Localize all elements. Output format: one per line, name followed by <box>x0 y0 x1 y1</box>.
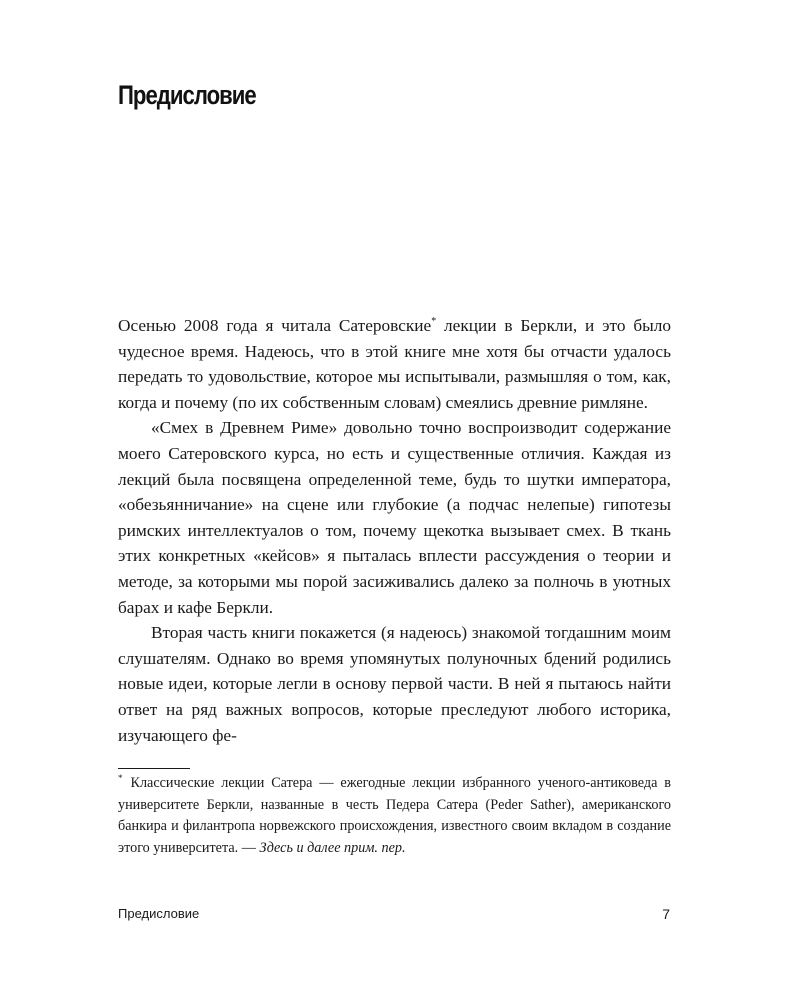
footnote <box>118 773 671 859</box>
main-text <box>118 313 671 748</box>
paragraph-2: «Смех в Древнем Риме» довольно точно воспроизводит содержание моего Сатеровского курса, но есть и существенные отличия. Каждая из лекций была посвящена определенной теме, будь то шутки императора, «обезьянничание» на сцене или глубокие (а подчас нелепые) гипотезы римских интеллектуалов о том, почему щекотка вызывает смех. В ткань этих конкретных «кейсов» я пыталась вплести рассуждения о теории и методе, за которыми мы порой засиживались далеко за полночь в уютных барах и кафе Беркли. <box>118 418 671 617</box>
running-footer-title: Предисловие <box>118 906 200 921</box>
footnote-reference-mark[interactable]: * <box>431 316 437 328</box>
paragraph-1 <box>118 313 671 415</box>
paragraph-1-text-end: лекции в Беркли, и это было чудесное время. Надеюсь, что в этой книге мне хотя бы отчасти удалось передать то удовольствие, которое мы испытывали, размышляя о том, как, когда и почему (по их собственным словам) смеялись древние римляне. <box>118 316 672 412</box>
footnote-translator-note: Здесь и далее прим. пер. <box>259 839 406 856</box>
page-number: 7 <box>662 906 670 922</box>
paragraph-1-text-start: Осенью 2008 года я читала Сатеровские <box>118 316 432 335</box>
footnote-mark: * <box>118 773 123 784</box>
footnote-divider <box>118 768 190 769</box>
footnote-text: Классические лекции Сатера — ежегодные лекции избранного ученого-антиковеда в университете Беркли, названные в честь Педера Сатера (Peder Sather), американского банкира и филантропа норвежского происхождения, известного своим вкладом в создание этого университета. — <box>118 775 671 856</box>
page-heading: Предисловие <box>118 80 256 110</box>
paragraph-3: Вторая часть книги покажется (я надеюсь) знакомой тогдашним моим слушателям. Однако во время упомянутых полуночных бдений родились новые идеи, которые легли в основу первой части. В ней я пытаюсь найти ответ на ряд важных вопросов, которые преследуют любого историка, изучающего фе- <box>118 623 671 745</box>
